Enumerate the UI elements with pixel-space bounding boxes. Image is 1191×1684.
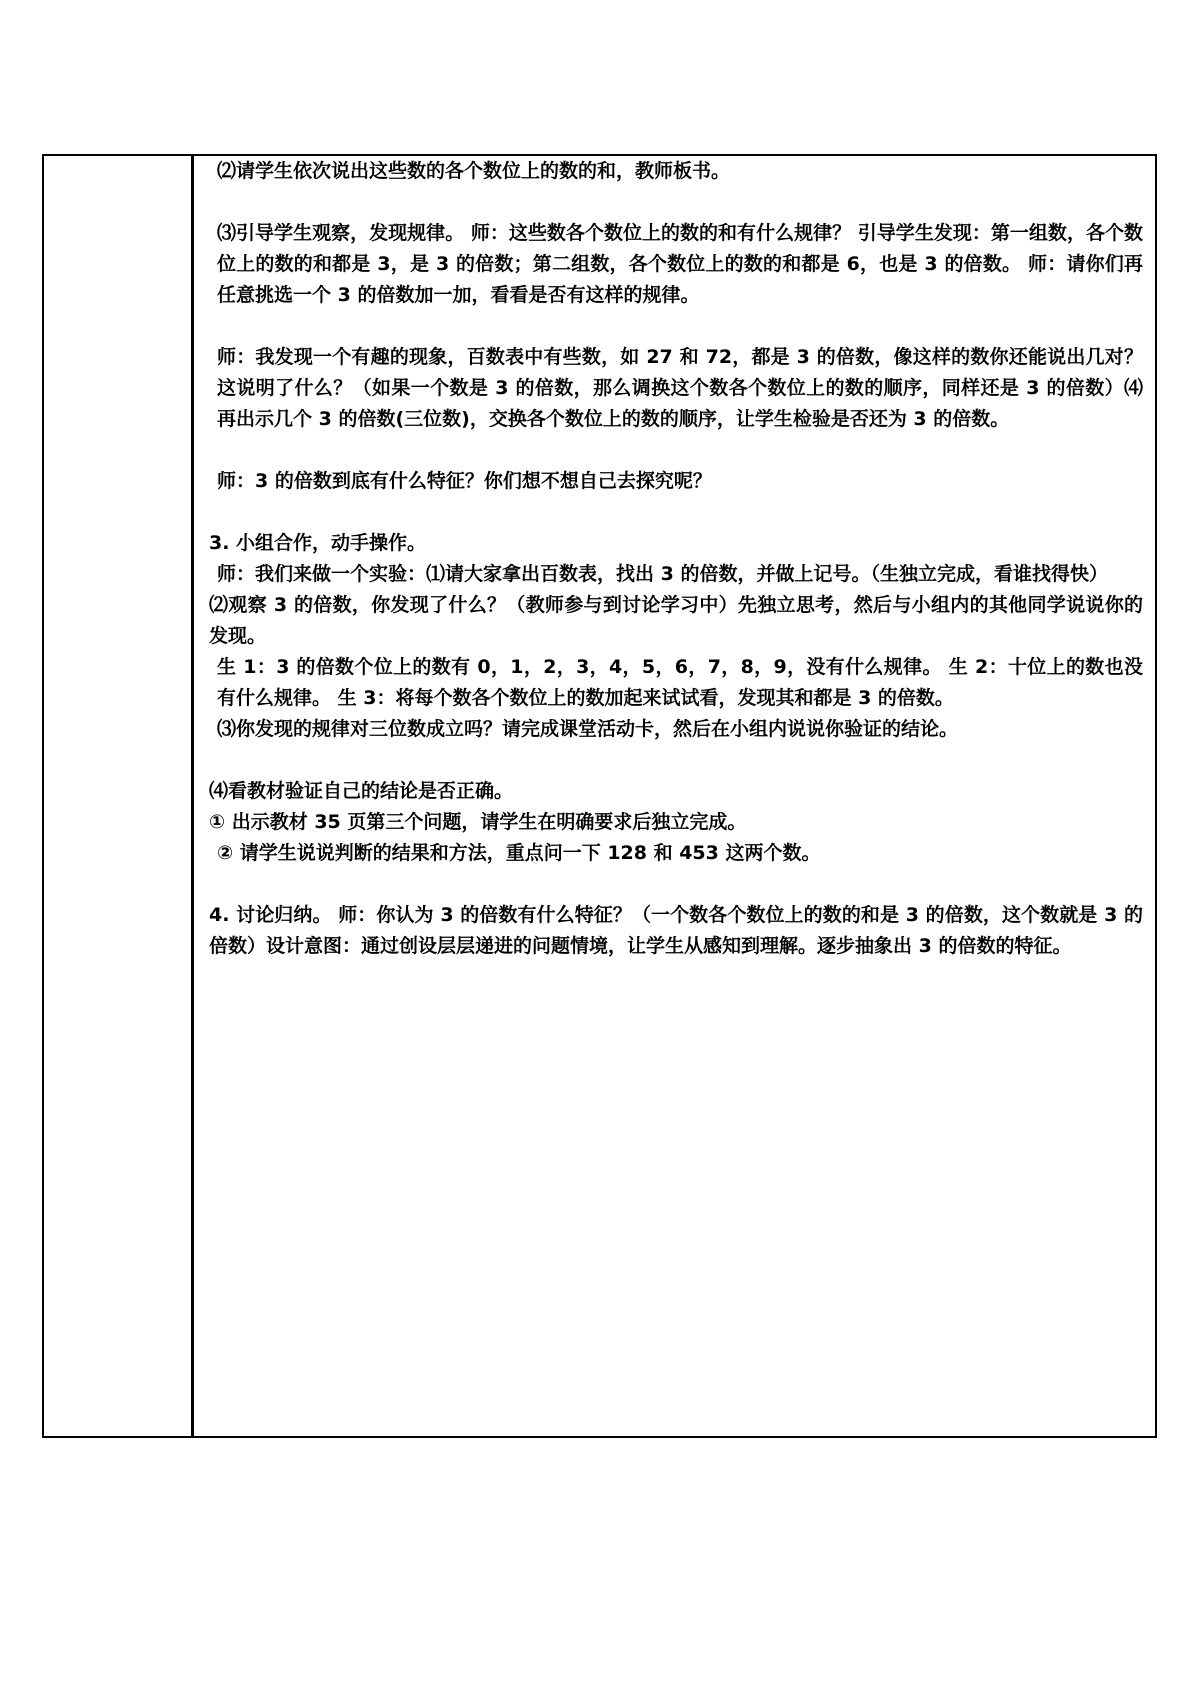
paragraph-step2: ⑵请学生依次说出这些数的各个数位上的数的和，教师板书。 [217, 160, 731, 182]
paragraph-item-2: ② 请学生说说判断的结果和方法，重点问一下 128 和 453 这两个数。 [217, 842, 821, 864]
paragraph-step3: ⑶引导学生观察，发现规律。 师：这些数各个数位上的数的和有什么规律？ 引导学生发现：第一组数，各个数位上的数的和都是 3，是 3 的倍数；第二组数，各个数位上的数的和都是 6，也是 3 的倍数。 师：请你们再任意挑选一个 3 的倍数加一加，看看是否有这样的规律。 [217, 222, 1143, 306]
left-empty-cell [44, 156, 194, 1436]
paragraph-observe: ⑵观察 3 的倍数，你发现了什么？（教师参与到讨论学习中）先独立思考，然后与小组内的其他同学说说你的发现。 [209, 594, 1143, 647]
paragraph-experiment: 师：我们来做一个实验：⑴请大家拿出百数表，找出 3 的倍数，并做上记号。（生独立完成，看谁找得快） [217, 563, 1108, 585]
heading-group-work: 3. 小组合作，动手操作。 [209, 532, 427, 554]
paragraph-interesting-phenomenon: 师：我发现一个有趣的现象，百数表中有些数，如 27 和 72，都是 3 的倍数，像这样的数你还能说出几对？这说明了什么？（如果一个数是 3 的倍数，那么调换这个数各个数位上的数的顺序，同样还是 3 的倍数）⑷再出示几个 3 的倍数(三位数)，交换各个数位上的数的顺序，让学生检验是否还为 3 的倍数。 [217, 346, 1143, 430]
paragraph-verify-textbook: ⑷看教材验证自己的结论是否正确。 [209, 780, 514, 802]
lesson-content-cell [197, 156, 1155, 1436]
paragraph-summary: 4. 讨论归纳。 师：你认为 3 的倍数有什么特征？（一个数各个数位上的数的和是 3 的倍数，这个数就是 3 的倍数）设计意图：通过创设层层递进的问题情境，让学生从感知到理解。逐步抽象出 3 的倍数的特征。 [209, 904, 1143, 957]
paragraph-three-digit: ⑶你发现的规律对三位数成立吗？请完成课堂活动卡，然后在小组内说说你验证的结论。 [217, 718, 959, 740]
paragraph-item-1: ① 出示教材 35 页第三个问题，请学生在明确要求后独立完成。 [209, 811, 747, 833]
lesson-table [42, 154, 1157, 1438]
paragraph-student-answers: 生 1：3 的倍数个位上的数有 0，1，2，3，4，5，6，7，8，9，没有什么规律。 生 2：十位上的数也没有什么规律。 生 3：将每个数各个数位上的数加起来试试看，发现其和都是 3 的倍数。 [217, 656, 1143, 709]
paragraph-feature-question: 师：3 的倍数到底有什么特征？你们想不想自己去探究呢？ [217, 470, 712, 492]
